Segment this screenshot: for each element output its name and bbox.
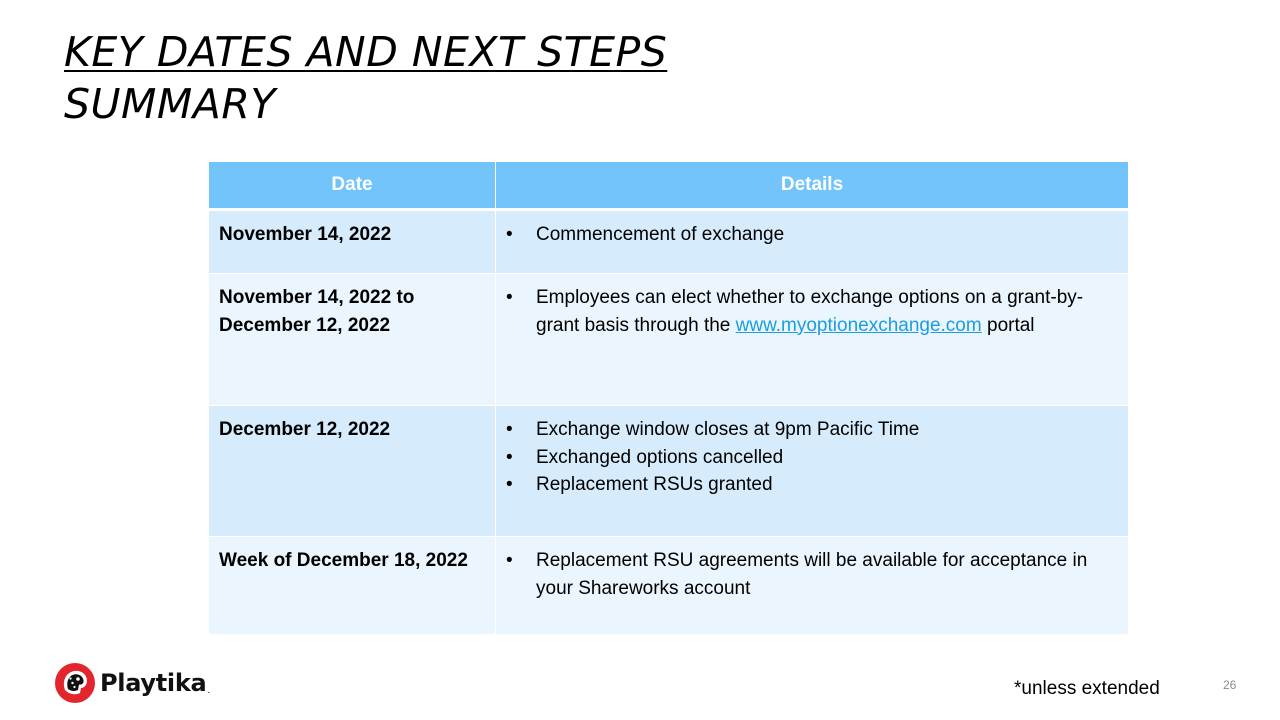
title-line-2: SUMMARY bbox=[64, 80, 276, 128]
list-item: • Commencement of exchange bbox=[506, 221, 1118, 249]
details-list bbox=[506, 416, 1118, 499]
details-text: Employees can elect whether to exchange options on a grant-by-grant basis through the bbox=[536, 287, 1084, 336]
leopard-head-logo-icon bbox=[54, 662, 96, 704]
list-item bbox=[506, 284, 1118, 339]
row-date: November 14, 2022 bbox=[209, 210, 496, 274]
list-item: • Exchanged options cancelled bbox=[506, 444, 1118, 472]
title-line-1: KEY DATES AND NEXT STEPS bbox=[64, 28, 668, 76]
row-details bbox=[496, 537, 1129, 635]
table-row bbox=[209, 537, 1129, 635]
details-list bbox=[506, 547, 1118, 602]
list-item: • Replacement RSUs granted bbox=[506, 471, 1118, 499]
table-header-row bbox=[209, 162, 1129, 210]
details-text: portal bbox=[981, 314, 1035, 336]
row-date: December 12, 2022 bbox=[209, 406, 496, 537]
list-item: • Exchange window closes at 9pm Pacific Time bbox=[506, 416, 1118, 444]
slide-title bbox=[64, 26, 667, 130]
details-list bbox=[506, 284, 1118, 339]
footnote: *unless extended bbox=[1014, 678, 1160, 699]
details-list bbox=[506, 221, 1118, 249]
table-row bbox=[209, 406, 1129, 537]
row-details bbox=[496, 274, 1129, 406]
option-exchange-link[interactable]: www.myoptionexchange.com bbox=[735, 314, 982, 336]
table-row bbox=[209, 210, 1129, 274]
logo-suffix: . bbox=[207, 685, 211, 696]
table-row bbox=[209, 274, 1129, 406]
row-details bbox=[496, 210, 1129, 274]
list-item: • Replacement RSU agreements will be available for acceptance in your Shareworks account bbox=[506, 547, 1118, 602]
row-date: November 14, 2022 to December 12, 2022 bbox=[209, 274, 496, 406]
header-details: Details bbox=[496, 162, 1129, 210]
row-details bbox=[496, 406, 1129, 537]
header-date: Date bbox=[209, 162, 496, 210]
page-number: 26 bbox=[1223, 678, 1237, 692]
key-dates-table bbox=[208, 161, 1129, 635]
row-date: Week of December 18, 2022 bbox=[209, 537, 496, 635]
playtika-logo bbox=[54, 662, 210, 704]
logo-wordmark: Playtika bbox=[100, 669, 207, 697]
